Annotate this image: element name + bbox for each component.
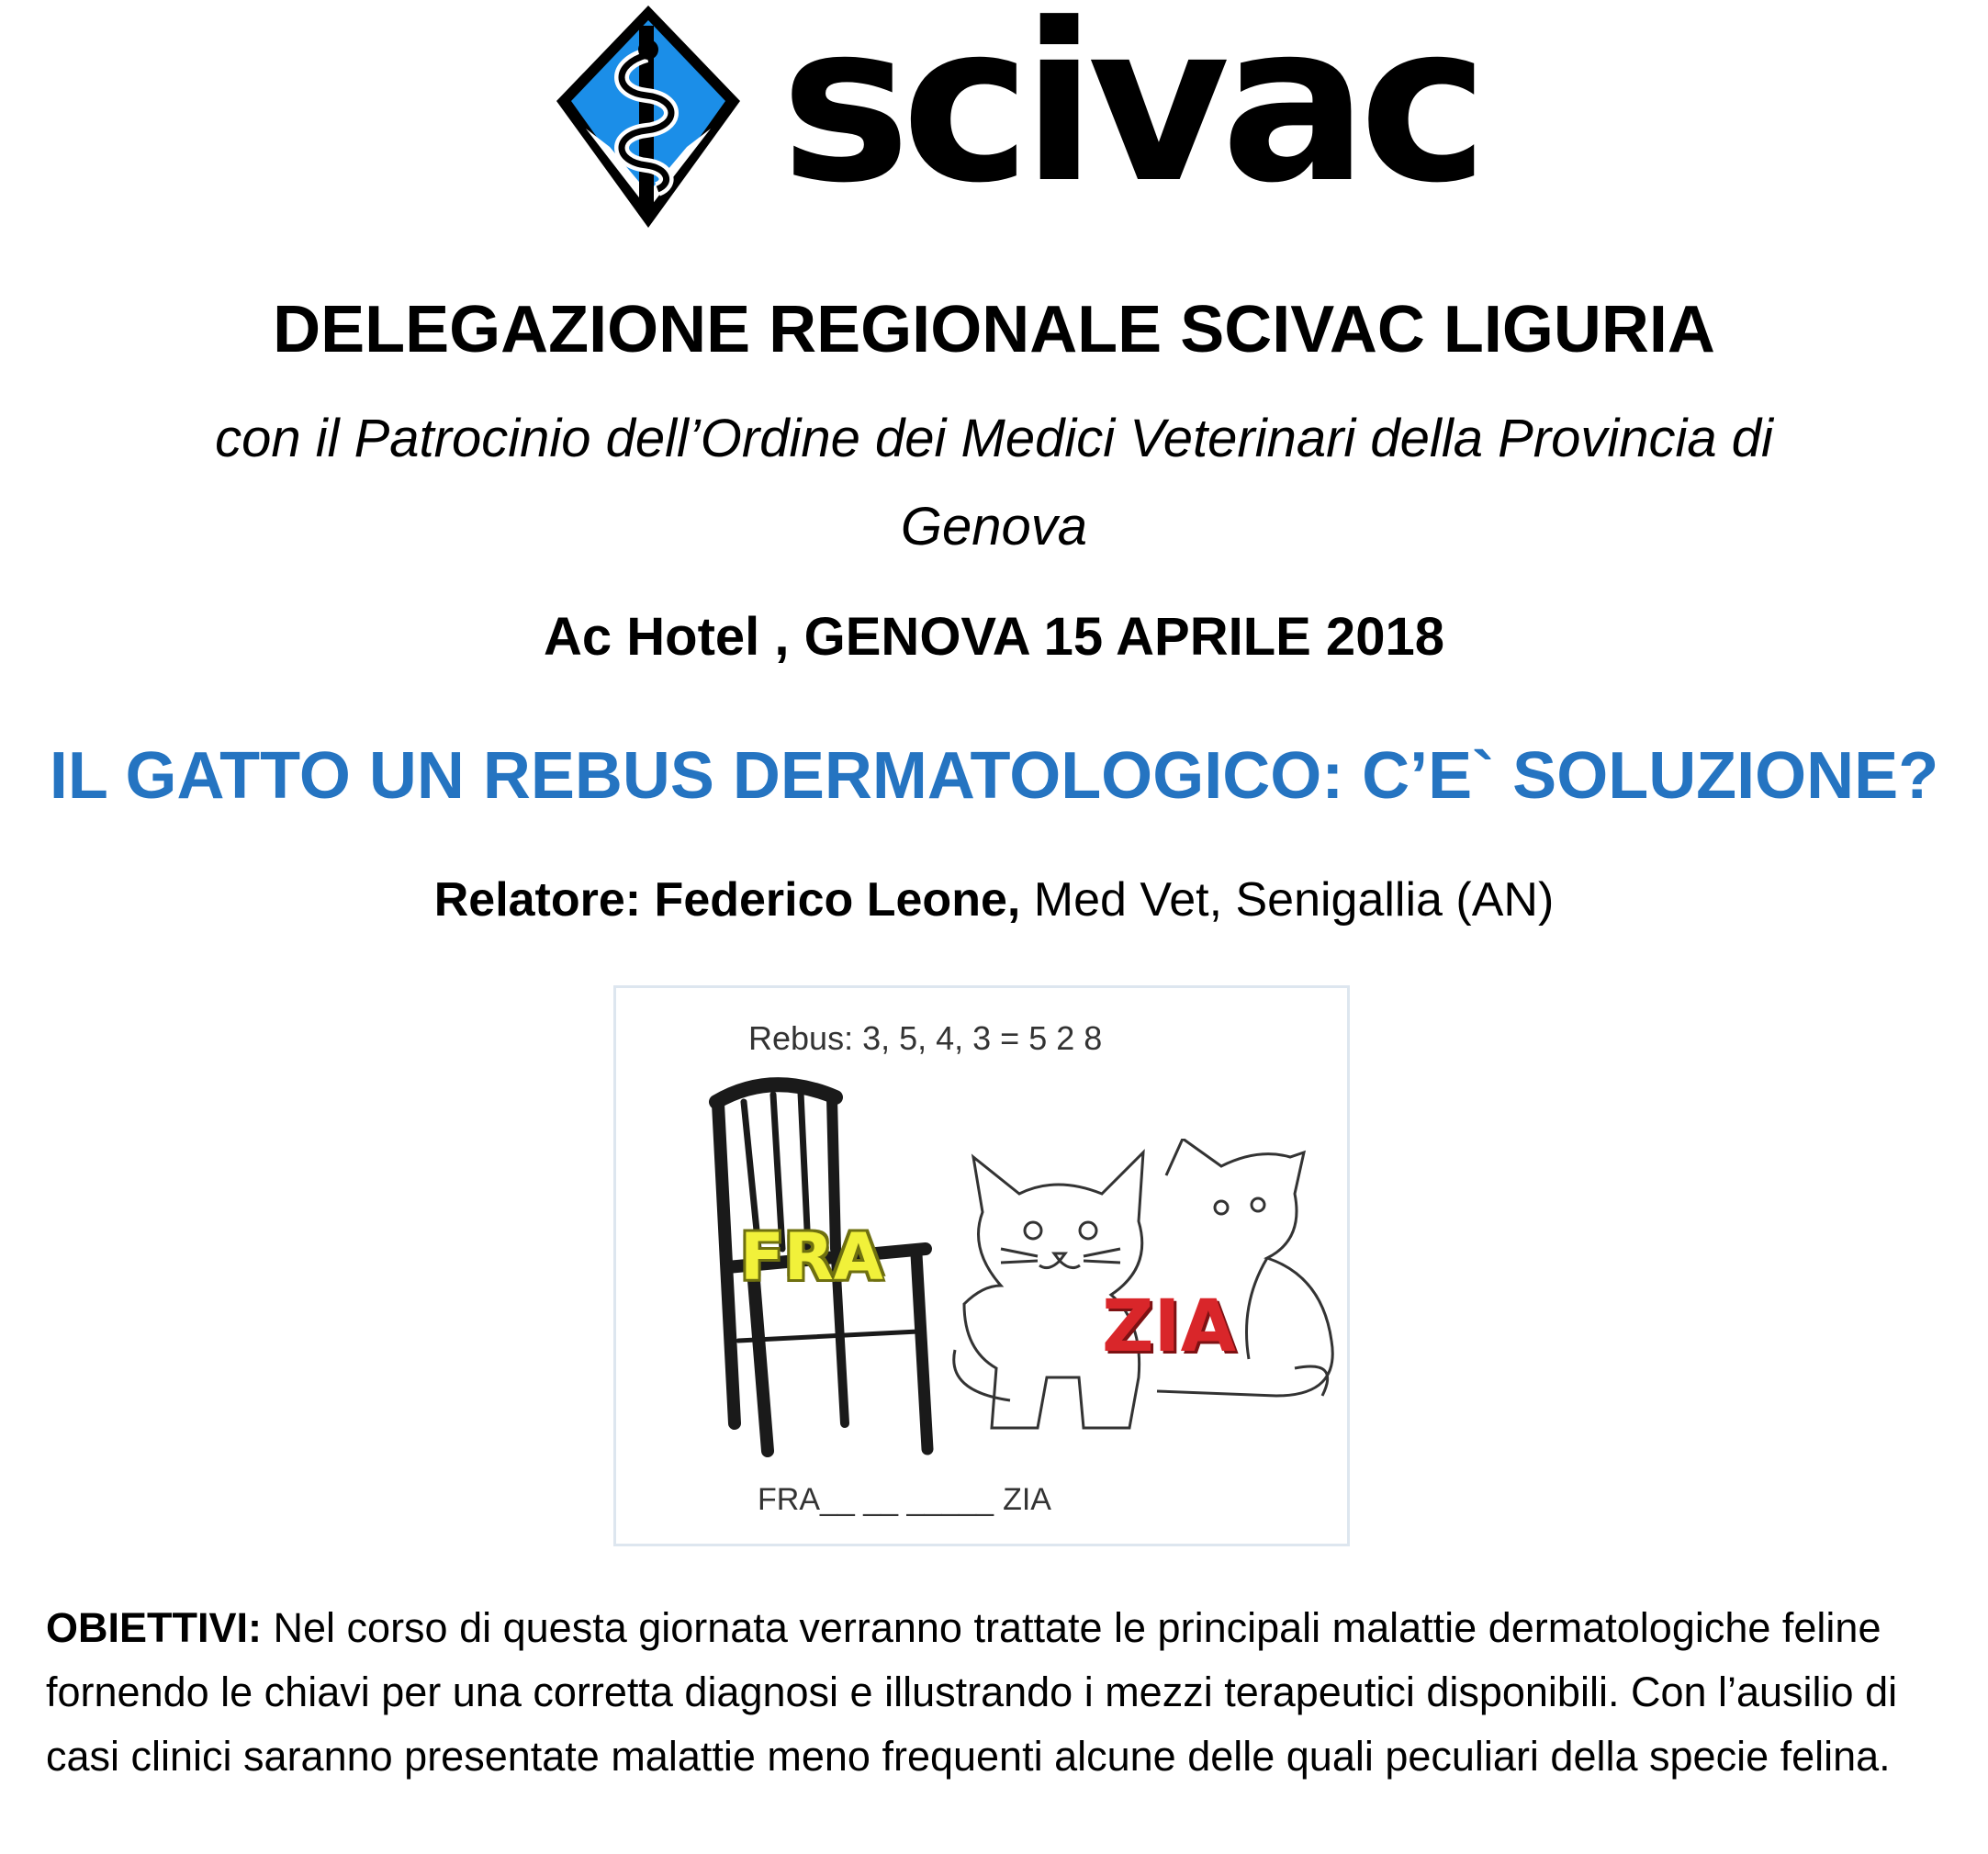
venue-date: Ac Hotel , GENOVA 15 APRILE 2018 [544,607,1444,667]
objectives-text: Nel corso di questa giornata verranno trattate le principali malattie dermatologiche feline fornendo le chiavi per una corretta diagnosi e illustrando i mezzi terapeutici disponibili. Con l’ausilio di casi clinici saranno presentate malattie meno frequenti alcune delle quali peculiari della specie felina. [46,1604,1898,1780]
page-title: DELEGAZIONE REGIONALE SCIVAC LIGURIA [273,293,1715,366]
rebus-answer-end: ZIA [1003,1482,1051,1517]
objectives-label: OBIETTIVI: [46,1604,262,1651]
speaker-line [0,872,1988,927]
scivac-logo-icon [549,0,747,231]
patronage-text: con il Patrocinio dell’Ordine dei Medici Veterinari della Provincia di Genova [215,409,1773,556]
rebus-title: Rebus: 3, 5, 4, 3 = 5 2 8 [748,1019,1103,1057]
objectives-paragraph [46,1596,1937,1789]
event-topic: IL GATTO UN REBUS DERMATOLOGICO: C’E` SOLUZIONE? [49,739,1939,813]
speaker-label: Relatore: Federico Leone, [433,873,1021,927]
rebus-answer-line [758,1482,1051,1518]
rebus-word-fra: FRA [740,1219,883,1295]
speaker-details: Med Vet, Senigallia (AN) [1033,873,1555,927]
rebus-answer-blanks: FRA__ __ _____ [758,1482,994,1517]
scivac-wordmark-logo: scivac [781,0,1480,231]
rebus-word-zia: ZIA [1102,1286,1236,1368]
